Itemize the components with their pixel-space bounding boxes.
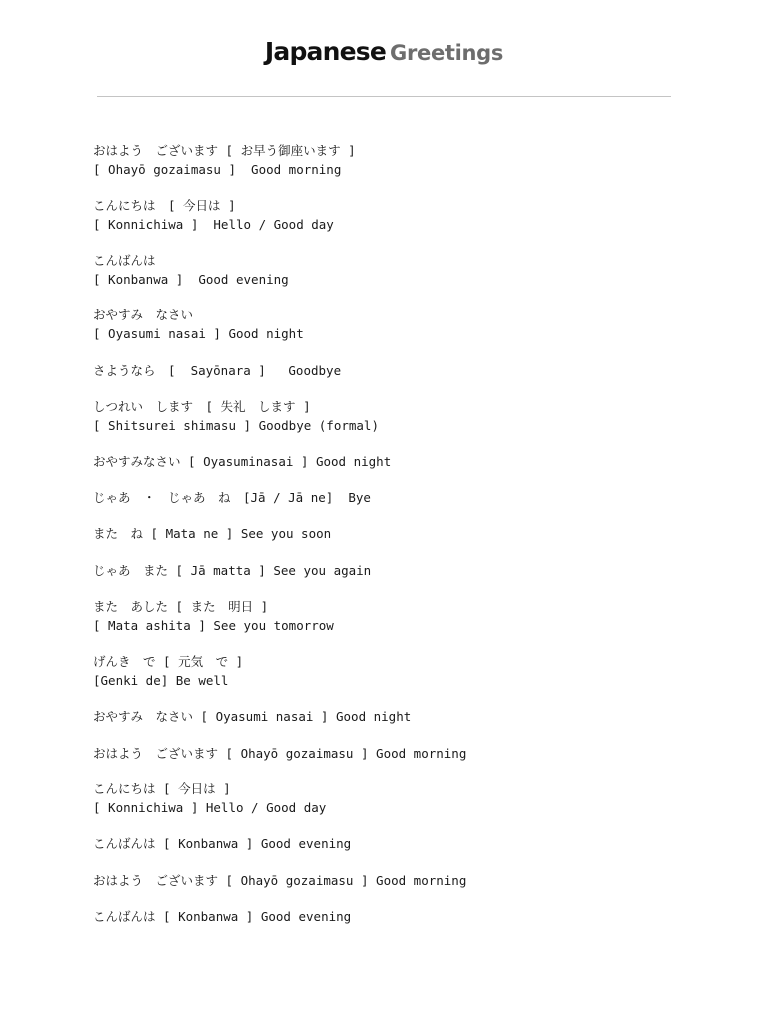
entry-japanese-line: おやすみなさい [ Oyasuminasai ] Good night <box>93 454 392 469</box>
entry-japanese-line: おはよう ございます [ Ohayō gozaimasu ] Good morning <box>93 873 467 888</box>
entry-romaji-line: [ Shitsurei shimasu ] Goodbye (formal) <box>93 418 379 433</box>
entry-japanese-line: げんき で [ 元気 で ] <box>93 654 244 669</box>
entry-japanese-line: こんにちは [ 今日は ] <box>93 198 236 213</box>
entry-japanese-line: しつれい します [ 失礼 します ] <box>93 399 311 414</box>
entry-japanese-line: さようなら [ Sayōnara ] Goodbye <box>93 363 342 378</box>
page-title-sub: Greetings <box>390 41 504 65</box>
entry-japanese-line: また ね [ Mata ne ] See you soon <box>93 526 332 541</box>
entry-japanese-line: じゃあ ・ じゃあ ね [Jā / Jā ne] Bye <box>93 490 371 505</box>
entry-romaji-line: [ Mata ashita ] See you tomorrow <box>93 618 334 633</box>
entry-japanese-line: こんにちは [ 今日は ] <box>93 781 231 796</box>
entry-japanese-line: こんばんは [ Konbanwa ] Good evening <box>93 909 352 924</box>
entry-japanese-line: おはよう ございます [ Ohayō gozaimasu ] Good morning <box>93 746 467 761</box>
entry-romaji-line: [ Oyasumi nasai ] Good night <box>93 326 304 341</box>
entry-japanese-line: おやすみ なさい [ Oyasumi nasai ] Good night <box>93 709 412 724</box>
entry-japanese-line: こんばんは [ Konbanwa ] Good evening <box>93 836 352 851</box>
page-title-main: Japanese <box>264 37 387 66</box>
entry-japanese-line: こんばんは <box>93 253 156 268</box>
entry-romaji-line: [ Konnichiwa ] Hello / Good day <box>93 800 327 815</box>
entry-japanese-line: じゃあ また [ Jā matta ] See you again <box>93 563 372 578</box>
entry-japanese-line: また あした [ また 明日 ] <box>93 599 269 614</box>
entry-romaji-line: [ Konbanwa ] Good evening <box>93 272 289 287</box>
entry-japanese-line: おやすみ なさい <box>93 307 194 322</box>
entry-romaji-line: [ Konnichiwa ] Hello / Good day <box>93 217 334 232</box>
entry-romaji-line: [Genki de] Be well <box>93 673 229 688</box>
entry-japanese-line: おはよう ございます [ お早う御座います ] <box>93 143 356 158</box>
entry-romaji-line: [ Ohayō gozaimasu ] Good morning <box>93 162 342 177</box>
